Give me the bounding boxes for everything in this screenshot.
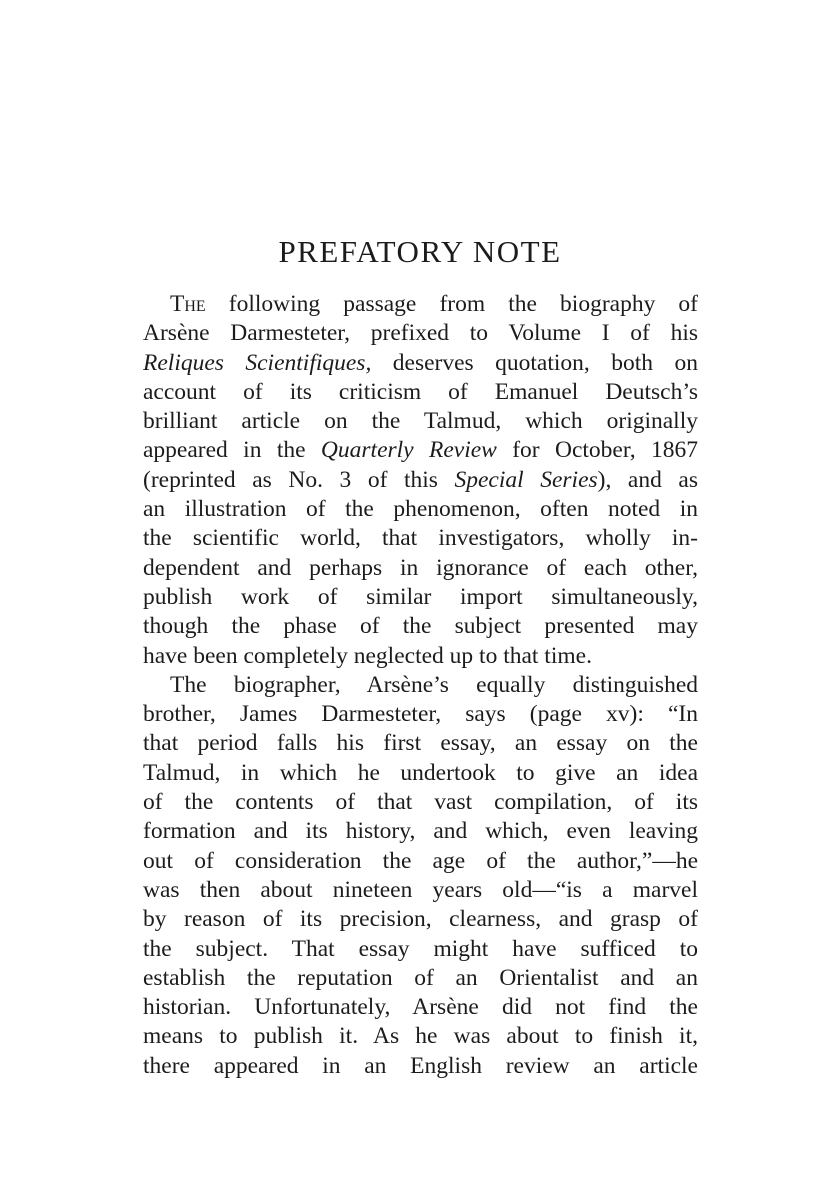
paragraph-1-line-3 (143, 349, 698, 378)
paragraph-2-line-2: brother, James Darmesteter, says (page xv): “In (143, 701, 698, 728)
paragraph-1-line-9: the scientific world, that investigators, wholly in- (143, 525, 698, 552)
paragraph-1-line-1 (143, 290, 698, 319)
italic-title: Special Series (454, 466, 598, 493)
body-text (143, 290, 698, 1081)
paragraph-2-line-14: there appeared in an English review an article (143, 1052, 698, 1079)
text-run: for October, 1867 (496, 437, 698, 464)
paragraph-2-line-8: was then about nineteen years old—“is a marvel (143, 876, 698, 903)
paragraph-1-line-11: publish work of similar import simultaneously, (143, 583, 698, 610)
paragraph-1-line-4: account of its criticism of Emanuel Deutsch’s (143, 378, 698, 405)
page-title: PREFATORY NOTE (278, 234, 562, 269)
small-caps-word: The (170, 291, 206, 317)
text-run: following passage from the biography of (205, 291, 698, 317)
paragraph-2-line-1: The biographer, Arsène’s equally distinguished (170, 671, 698, 698)
paragraph-2-line-11: establish the reputation of an Orientalist and an (143, 964, 698, 991)
text-run: (reprinted as No. 3 of this (143, 466, 455, 493)
paragraph-1-line-13: have been completely neglected up to that time. (143, 642, 592, 669)
paragraph-2-line-4: Talmud, in which he undertook to give an idea (143, 759, 698, 786)
paragraph-2-line-12: historian. Unfortunately, Arsène did not find the (143, 994, 698, 1021)
text-run: ), and as (597, 466, 698, 493)
paragraph-2-line-6: formation and its history, and which, even leaving (143, 818, 698, 845)
paragraph-2-line-10: the subject. That essay might have sufficed to (143, 935, 698, 962)
text-run: deserves quotation, both on (371, 349, 698, 376)
paragraph-1-line-2: Arsène Darmesteter, prefixed to Volume I of his (143, 320, 698, 347)
paragraph-2-line-9: by reason of its precision, clearness, and grasp of (143, 906, 698, 933)
paragraph-1-line-6 (143, 436, 698, 465)
text-run: appeared in the (143, 437, 321, 464)
paragraph-1-line-10: dependent and perhaps in ignorance of each other, (143, 554, 698, 581)
paragraph-1-line-8: an illustration of the phenomenon, often noted in (143, 496, 698, 523)
italic-title: Reliques Scientifiques, (143, 349, 372, 376)
paragraph-2-line-13: means to publish it. As he was about to finish it, (143, 1023, 698, 1050)
paragraph-2-line-3: that period falls his first essay, an essay on the (143, 730, 698, 757)
paragraph-1-line-5: brilliant article on the Talmud, which originally (143, 408, 698, 435)
paragraph-2-line-7: out of consideration the age of the author,”—he (143, 847, 698, 874)
paragraph-1-line-12: though the phase of the subject presented may (143, 613, 698, 640)
paragraph-1-line-7 (143, 466, 698, 495)
paragraph-2-line-5: of the contents of that vast compilation, of its (143, 789, 698, 816)
italic-title: Quarterly Review (320, 437, 497, 464)
